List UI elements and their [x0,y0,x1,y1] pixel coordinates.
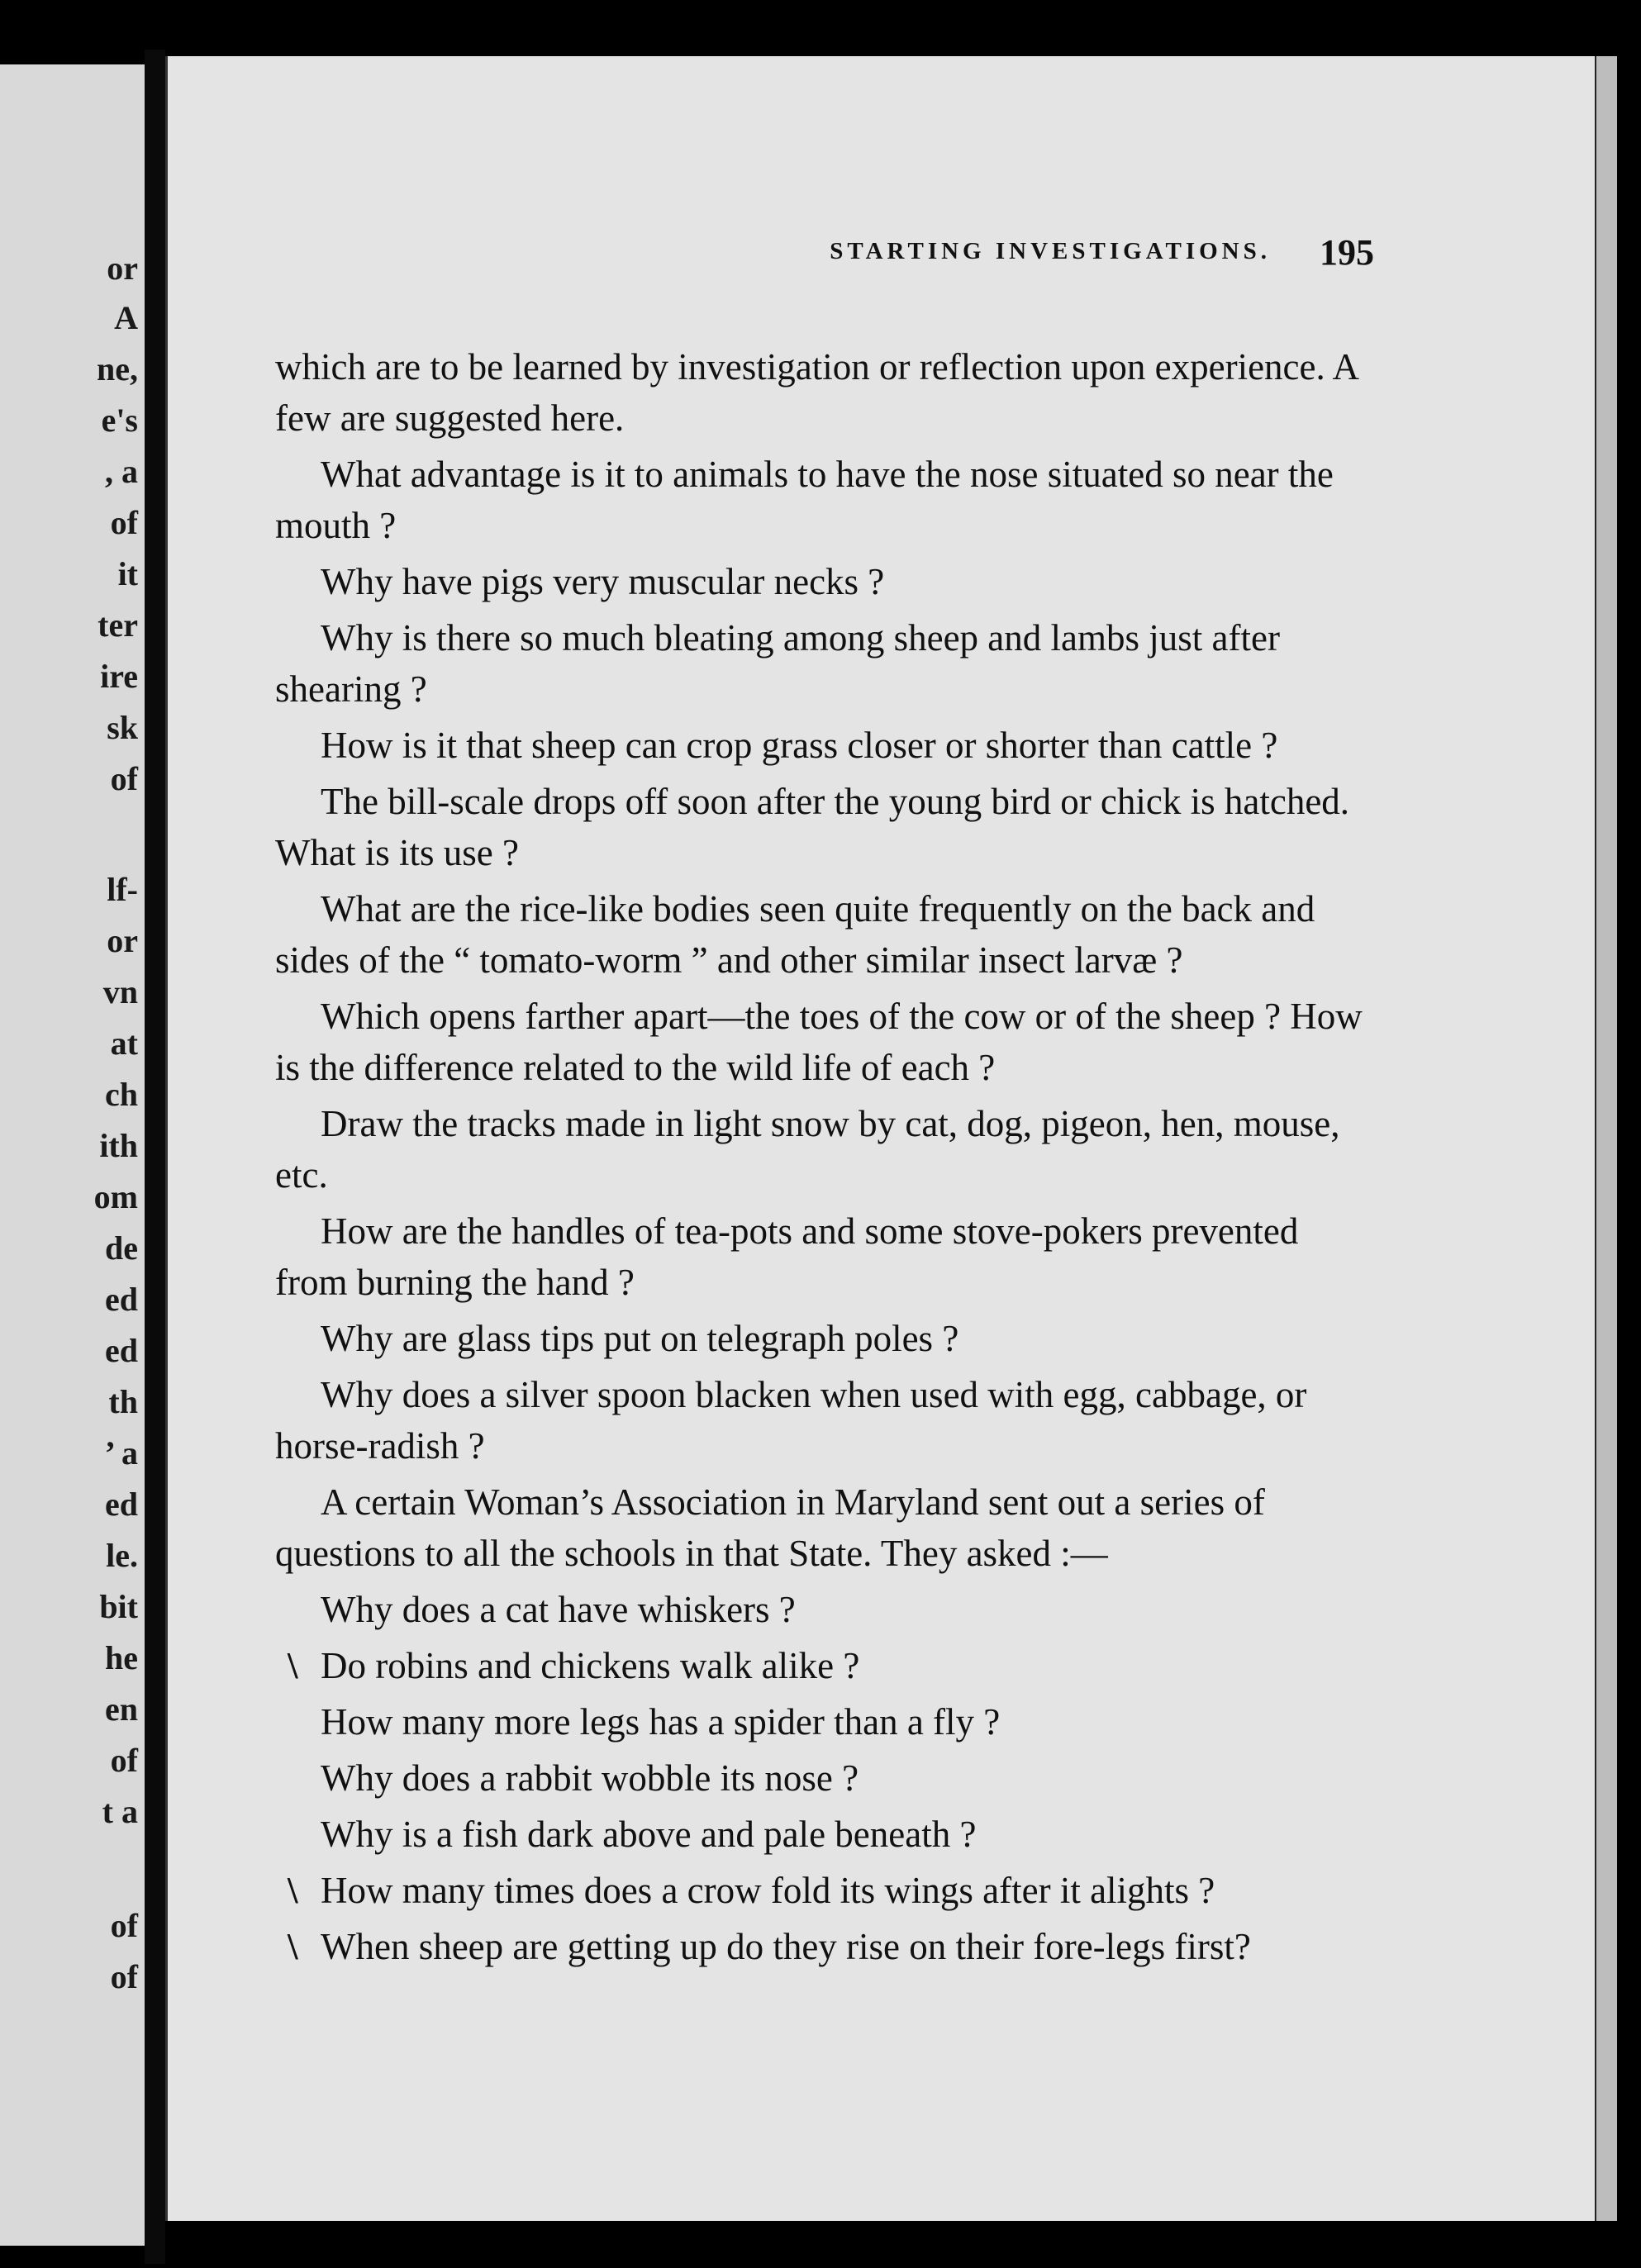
page-number: 195 [1320,232,1374,273]
book-gutter [145,50,165,2264]
left-page-fragment: en [105,1690,138,1728]
page-edge [1595,56,1617,2221]
paragraph [275,1640,1374,1691]
margin-tick-mark: \ [288,1645,298,1686]
left-page-fragment: of [110,1907,138,1944]
paragraph-text: which are to be learned by investigation or reflection upon experience. A few are suggested here. [275,346,1358,439]
paragraph [275,612,1374,715]
page-header [168,231,1597,281]
running-head: STARTING INVESTIGATIONS. [830,238,1271,264]
left-page-fragment: de [105,1229,138,1267]
left-facing-page [0,64,145,2246]
left-page-fragment: or [107,250,138,287]
paragraph [275,449,1374,551]
paragraph-text: How many more legs has a spider than a fly ? [321,1701,1001,1743]
left-page-fragment: e's [101,402,138,439]
left-page-fragment: le. [106,1537,138,1574]
left-page-fragment: ith [99,1127,138,1164]
paragraph [275,1865,1374,1916]
left-page-fragment: of [110,1742,138,1779]
paragraph-text: Why does a rabbit wobble its nose ? [321,1757,859,1799]
paragraph [275,1098,1374,1201]
paragraph-text: A certain Woman’s Association in Maryland sent out a series of questions to all the schools in that State. They asked :— [275,1481,1265,1574]
paragraph-text: The bill-scale drops off soon after the young bird or chick is hatched. What is its use ? [275,781,1350,873]
paragraph [275,556,1374,607]
paragraph-text: When sheep are getting up do they rise on their fore-legs first? [321,1926,1251,1967]
paragraph [275,776,1374,878]
paragraph-text: Do robins and chickens walk alike ? [321,1645,860,1686]
left-page-fragment: it [117,555,138,592]
paragraph [275,1476,1374,1579]
left-page-fragment: ’ a [104,1434,138,1472]
left-page-fragment: A [114,299,138,336]
left-page-fragment: th [108,1383,138,1420]
left-page-fragment: om [93,1178,138,1215]
left-page-fragment: or [107,922,138,959]
paragraph [275,1369,1374,1472]
left-page-fragment: ed [105,1486,138,1523]
left-page-fragment: bit [99,1588,138,1625]
left-page-fragment: of [110,504,138,541]
left-page-fragment: ed [105,1281,138,1318]
paragraph-text: Why does a cat have whiskers ? [321,1589,796,1630]
left-page-fragment: at [110,1025,138,1062]
paragraph [275,1313,1374,1364]
left-page-fragment: ire [100,658,138,695]
paragraph [275,1696,1374,1747]
left-page-fragment: sk [107,709,138,746]
paragraph-text: What are the rice-like bodies seen quite frequently on the back and sides of the “ tomato-worm ” and other similar insect larvæ ? [275,888,1315,981]
margin-tick-mark: \ [288,1926,298,1967]
left-page-fragment: vn [102,973,138,1010]
left-page-fragment: of [110,760,138,797]
right-page [165,56,1597,2221]
paragraph-text: Why does a silver spoon blacken when used with egg, cabbage, or horse-radish ? [275,1374,1307,1467]
paragraph [275,883,1374,986]
paragraph [275,720,1374,771]
left-page-fragment: ter [98,606,138,644]
paragraph [275,1205,1374,1308]
paragraph-text: Why is a fish dark above and pale beneath ? [321,1814,977,1855]
paragraph-text: Which opens farther apart—the toes of the cow or of the sheep ? How is the difference related to the wild life of each ? [275,996,1363,1088]
paragraph-text: Why have pigs very muscular necks ? [321,561,885,602]
paragraph-text: Draw the tracks made in light snow by cat, dog, pigeon, hen, mouse, etc. [275,1103,1340,1196]
left-page-fragment: ne, [97,350,138,388]
paragraph-text: Why is there so much bleating among sheep and lambs just after shearing ? [275,617,1280,710]
paragraph-text: How many times does a crow fold its wings after it alights ? [321,1870,1215,1911]
paragraph [275,1921,1374,1972]
left-page-fragment: , a [105,453,138,490]
left-page-fragment: ed [105,1332,138,1369]
paragraph [275,1809,1374,1860]
paragraph-text: Why are glass tips put on telegraph poles ? [321,1318,959,1359]
left-page-fragment: t a [102,1793,138,1830]
left-page-fragment: lf- [107,871,138,908]
paragraph-text: How is it that sheep can crop grass closer or shorter than cattle ? [321,725,1278,766]
margin-tick-mark: \ [288,1870,298,1911]
body-text [275,341,1374,1972]
left-page-fragment: he [105,1639,138,1676]
paragraph [275,1752,1374,1804]
paragraph [275,1584,1374,1635]
left-page-fragment: of [110,1958,138,1995]
paragraph-text: How are the handles of tea-pots and some stove-pokers prevented from burning the hand ? [275,1210,1299,1303]
paragraph-text: What advantage is it to animals to have the nose situated so near the mouth ? [275,454,1334,546]
paragraph [275,991,1374,1093]
paragraph [275,341,1374,444]
left-page-fragment: ch [105,1076,138,1113]
